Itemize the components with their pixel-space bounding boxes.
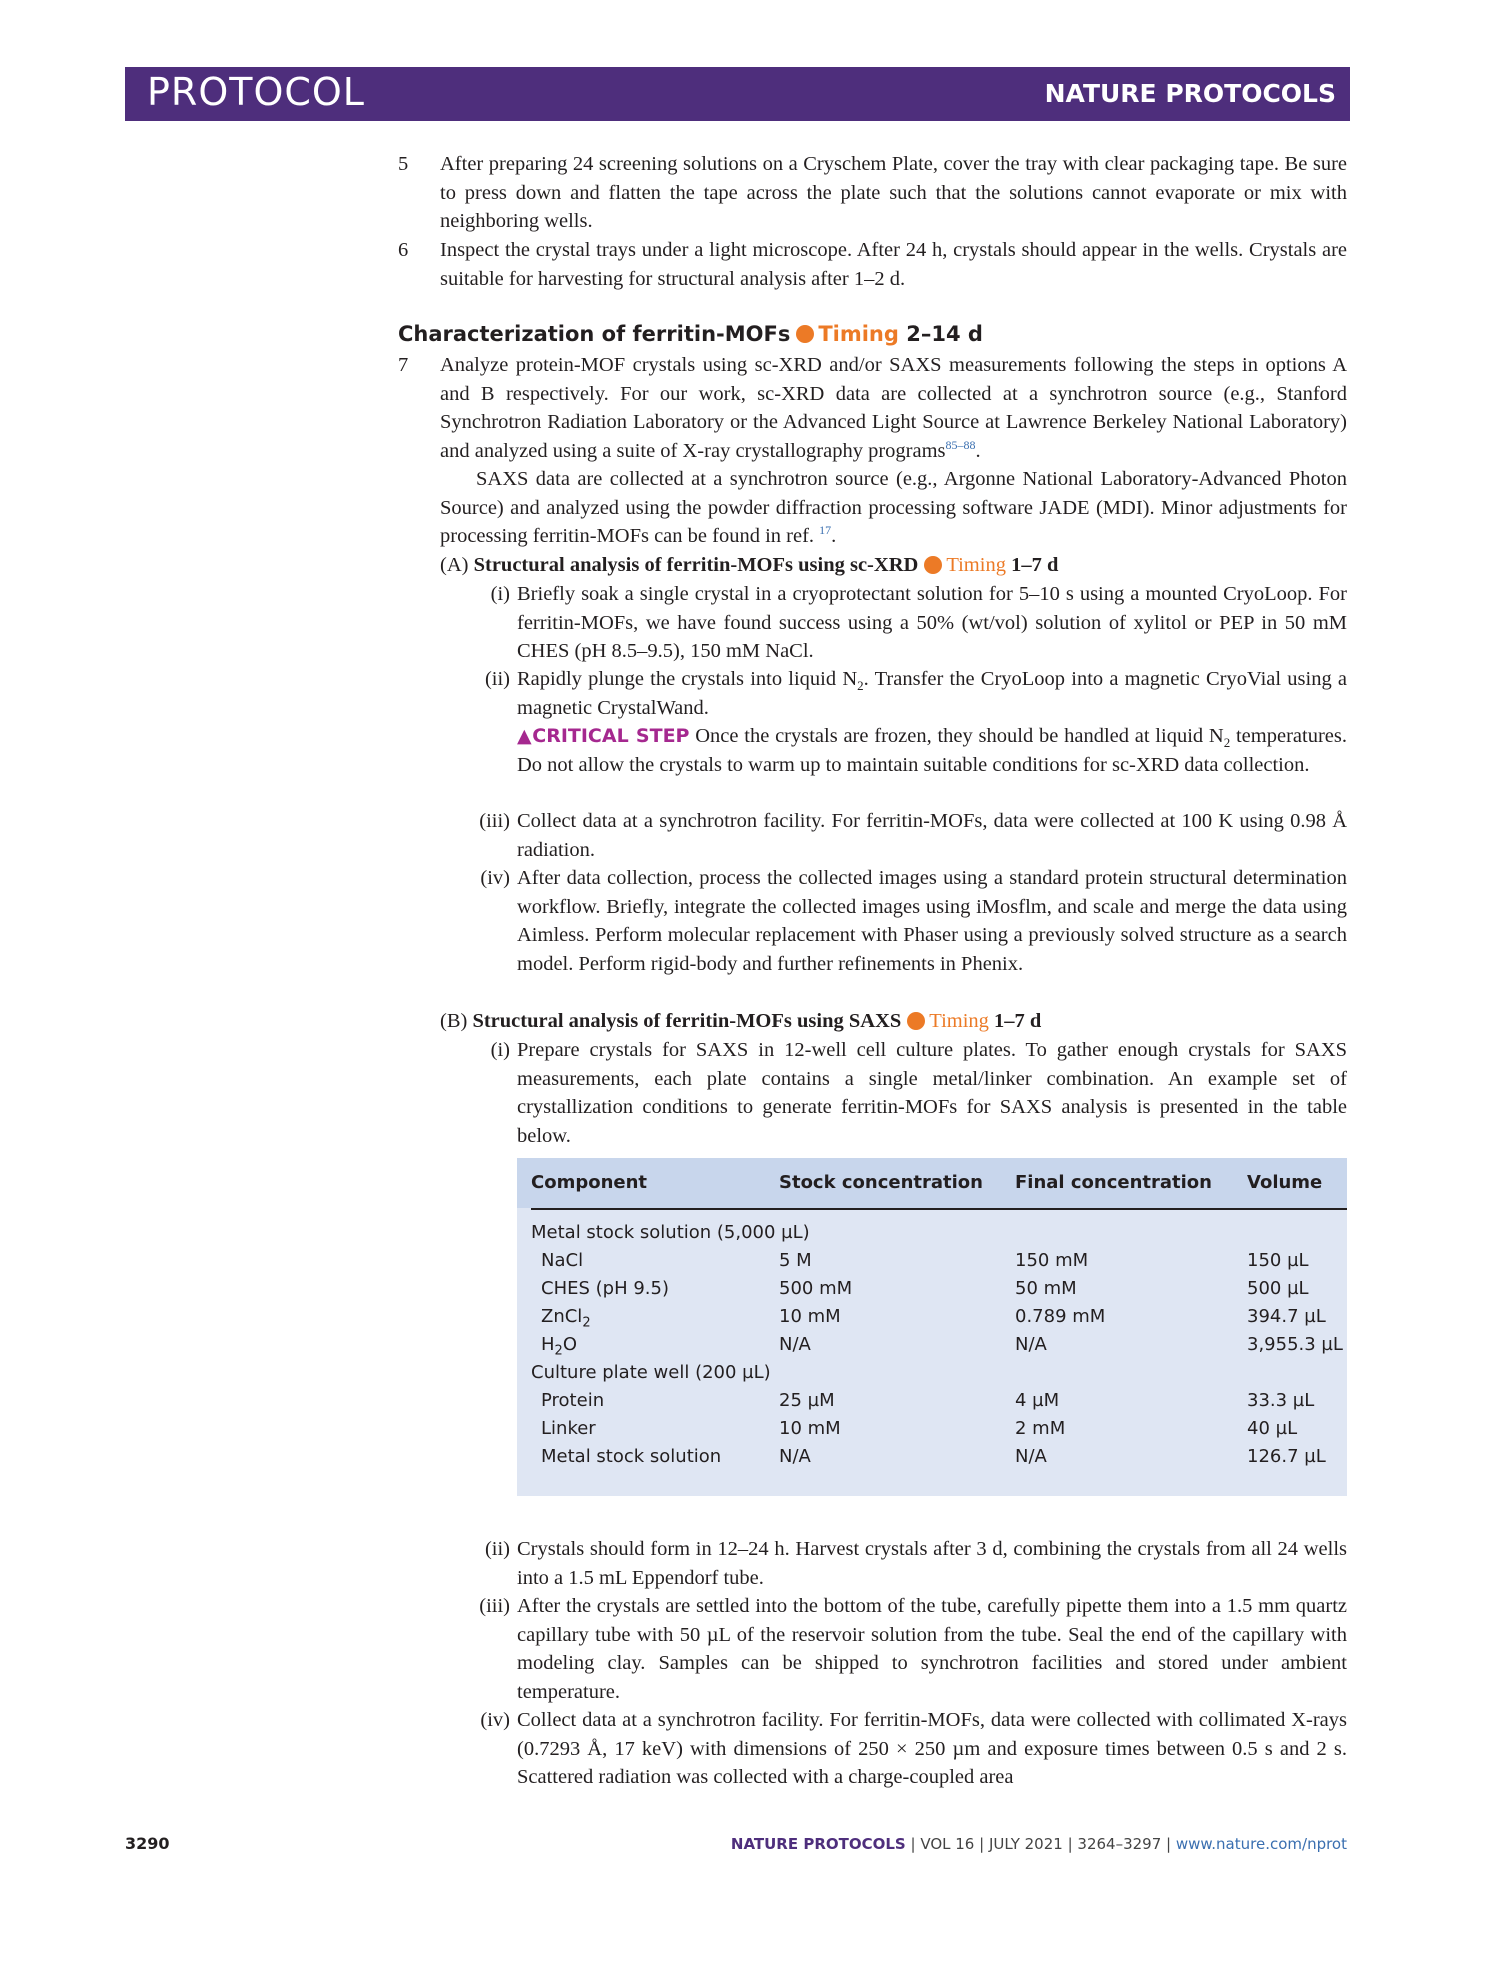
timing-dot-icon [924,556,942,574]
header-journal: NATURE PROTOCOLS [1044,79,1336,108]
option-a-heading [440,551,1058,580]
option-a-timing-label: Timing [946,554,1006,576]
table-cell: 10 mM [779,1418,841,1439]
table-cell: Metal stock solution [541,1446,722,1467]
table-cell: 3,955.3 µL [1247,1334,1343,1355]
table-cell: N/A [779,1446,811,1467]
a-iii-number: (iii) [479,810,510,832]
table-cell: N/A [779,1334,811,1355]
table-header-rule [531,1208,1347,1210]
table-cell: N/A [1015,1446,1047,1467]
step-5-text: After preparing 24 screening solutions on a Cryschem Plate, cover the tray with clear packaging tape. Be sure to press down and flatten the tape across the plate such that the solutions cannot evaporate or mix with neighboring wells. [440,153,1347,233]
critical-step [517,722,1347,779]
table-cell: 150 mM [1015,1250,1089,1271]
section-timing-label: Timing [818,322,899,346]
table-cell: NaCl [541,1250,584,1271]
table-header-volume: Volume [1247,1172,1323,1193]
step-7-para-2: SAXS data are collected at a synchrotron source (e.g., Argonne National Laboratory-Advanced Photon Source) and analyzed using the powder diffraction processing software JADE (MDI). Minor adjustments for processing ferritin-MOFs can be found in ref. $^{17}$. [440,468,1347,548]
footer-journal: NATURE PROTOCOLS [730,1835,906,1853]
table-cell-h2o-sub: 2 [554,1343,563,1359]
table-cell-zn-sub: 2 [582,1315,591,1331]
table-cell-h: H [541,1334,555,1355]
timing-dot-icon [907,1012,925,1030]
table-cell-zncl: ZnCl [541,1306,583,1327]
b-iii-number: (iii) [479,1595,510,1617]
b-i-text: Prepare crystals for SAXS in 12-well cell culture plates. To gather enough crystals for SAXS measurements, each plate contains a single metal/linker combination. An example set of crystallization conditions to generate ferritin-MOFs for SAXS analysis is presented in the table below. [517,1039,1347,1147]
section-timing-value: 2–14 d [906,322,983,346]
table-cell: 5 M [779,1250,812,1271]
critical-step-sub: 2 [1223,735,1231,751]
option-b-label: (B) [440,1010,468,1032]
option-a-title: Structural analysis of ferritin-MOFs using sc-XRD [473,554,919,576]
step-7-number: 7 [398,354,409,376]
a-ii-text-b: . Transfer the CryoLoop into a magnetic CryoVial using a magnetic CrystalWand. [517,668,1347,719]
step-7-para-1: Analyze protein-MOF crystals using sc-XRD and/or SAXS measurements following the steps in options A and B respectively. For our work, sc-XRD data are collected at a synchrotron source (e.g., Stanford Synchrotron Radiation Laboratory or the Advanced Light Source at Lawrence Berkeley National Laboratory) and analyzed using a suite of X-ray crystallography programs$^{85-88}$. [440,354,1347,462]
step-7-para-1-text: Analyze protein-MOF crystals using sc-XRD and/or SAXS measurements following the steps in options A and B respectively. For our work, sc-XRD data are collected at a synchrotron source (e.g., Stanford Synchrotron Radiation Laboratory or the Advanced Light Source at Lawrence Berkeley National Laboratory) and analyzed using a suite of X-ray crystallography programs [440,354,1347,462]
table-header-component: Component [531,1172,648,1193]
footer-volume: | VOL 16 | JULY 2021 | 3264–3297 | [910,1835,1172,1853]
option-b-timing-value: 1–7 d [994,1010,1042,1032]
table-cell: N/A [1015,1334,1047,1355]
step-5-number: 5 [398,153,409,175]
a-ii-text-a: Rapidly plunge the crystals into liquid N [517,668,858,690]
a-i-text: Briefly soak a single crystal in a cryoprotectant solution for 5–10 s using a mounted CryoLoop. For ferritin-MOFs, we have found success using a 50% (wt/vol) solution of xylitol or PEP in 50 mM CHES (pH 8.5–9.5), 150 mM NaCl. [517,583,1347,663]
footer-url-link[interactable]: www.nature.com/nprot [1175,1835,1347,1853]
table-cell: CHES (pH 9.5) [541,1278,669,1299]
table-cell: 50 mM [1015,1278,1077,1299]
b-iv-text: Collect data at a synchrotron facility. For ferritin-MOFs, data were collected with collimated X-rays (0.7293 Å, 17 keV) with dimensions of 250 × 250 µm and exposure times between 0.5 s and 2 s. Scattered radiation was collected with a charge-coupled area [517,1709,1347,1789]
ref-17[interactable]: 17 [819,523,832,538]
header-banner [125,67,1350,121]
section-heading [398,322,983,346]
a-iii-text: Collect data at a synchrotron facility. For ferritin-MOFs, data were collected at 100 K using 0.98 Å radiation. [517,810,1347,861]
section-title: Characterization of ferritin-MOFs [398,322,791,346]
table-cell: 2 mM [1015,1418,1066,1439]
table-cell-zncl2 [541,1306,591,1331]
a-ii-sub: 2 [857,678,864,694]
page-number: 3290 [125,1834,170,1853]
step-7-para-2-text: SAXS data are collected at a synchrotron source (e.g., Argonne National Laboratory-Advanced Photon Source) and analyzed using the powder diffraction processing software JADE (MDI). Minor adjustments for processing ferritin-MOFs can be found in ref. [440,468,1347,548]
b-iii-text: After the crystals are settled into the bottom of the tube, carefully pipette them into a 1.5 mm quartz capillary tube with 50 µL of the reservoir solution from the tube. Seal the end of the capillary with modeling clay. Samples can be shipped to synchrotron facilities and stored under ambient temperature. [517,1595,1347,1703]
option-b-title: Structural analysis of ferritin-MOFs using SAXS [472,1010,902,1032]
table-group-metal-stock: Metal stock solution (5,000 µL) [531,1222,810,1243]
critical-step-text-a: Once the crystals are frozen, they should be handled at liquid N [695,725,1224,747]
table-cell: Protein [541,1390,605,1411]
critical-step-label: ▲CRITICAL STEP [517,725,690,747]
table-cell: 126.7 µL [1247,1446,1326,1467]
table-group-culture-plate: Culture plate well (200 µL) [531,1362,771,1383]
option-a-timing-value: 1–7 d [1011,554,1059,576]
table-header-stock: Stock concentration [779,1172,983,1193]
table-cell: 4 µM [1015,1390,1060,1411]
ref-85-88[interactable]: 85–88 [945,437,976,452]
b-ii-text: Crystals should form in 12–24 h. Harvest crystals after 3 d, combining the crystals from all 24 wells into a 1.5 mL Eppendorf tube. [517,1538,1347,1589]
a-i-number: (i) [490,583,510,605]
table-cell: 500 mM [779,1278,853,1299]
table-cell: 40 µL [1247,1418,1298,1439]
critical-step-text-b: temperatures. Do not allow the crystals to warm up to maintain suitable conditions for sc-XRD data collection. [517,725,1347,776]
step-6-text: Inspect the crystal trays under a light microscope. After 24 h, crystals should appear in the wells. Crystals are suitable for harvesting for structural analysis after 1–2 d. [440,239,1347,290]
table-cell: 394.7 µL [1247,1306,1326,1327]
a-ii-number: (ii) [484,668,510,690]
table-cell: Linker [541,1418,596,1439]
b-iv-number: (iv) [480,1709,510,1731]
option-a-label: (A) [440,554,469,576]
step-6-number: 6 [398,239,409,261]
a-iv-number: (iv) [480,867,510,889]
table-cell-h2o [541,1334,577,1359]
table-cell: 25 µM [779,1390,835,1411]
crystallization-table [517,1158,1347,1496]
table-cell-o: O [562,1334,577,1355]
option-b-timing-label: Timing [929,1010,989,1032]
timing-dot-icon [796,325,814,343]
option-b-heading [440,1007,1041,1036]
table-cell: 0.789 mM [1015,1306,1106,1327]
a-iv-text: After data collection, process the collected images using a standard protein structural determination workflow. Briefly, integrate the collected images using iMosflm, and scale and merge the data using Aimless. Perform molecular replacement with Phaser using a previously solved structure as a search model. Perform rigid-body and further refinements in Phenix. [517,867,1347,975]
b-ii-number: (ii) [484,1538,510,1560]
table-cell: 10 mM [779,1306,841,1327]
footer-citation [731,1835,1347,1853]
table-header-final: Final concentration [1015,1172,1212,1193]
a-ii-text [517,665,1347,722]
table-cell: 150 µL [1247,1250,1309,1271]
b-i-number: (i) [490,1039,510,1061]
table-cell: 500 µL [1247,1278,1309,1299]
table-cell: 33.3 µL [1247,1390,1315,1411]
header-protocol: PROTOCOL [147,70,365,114]
